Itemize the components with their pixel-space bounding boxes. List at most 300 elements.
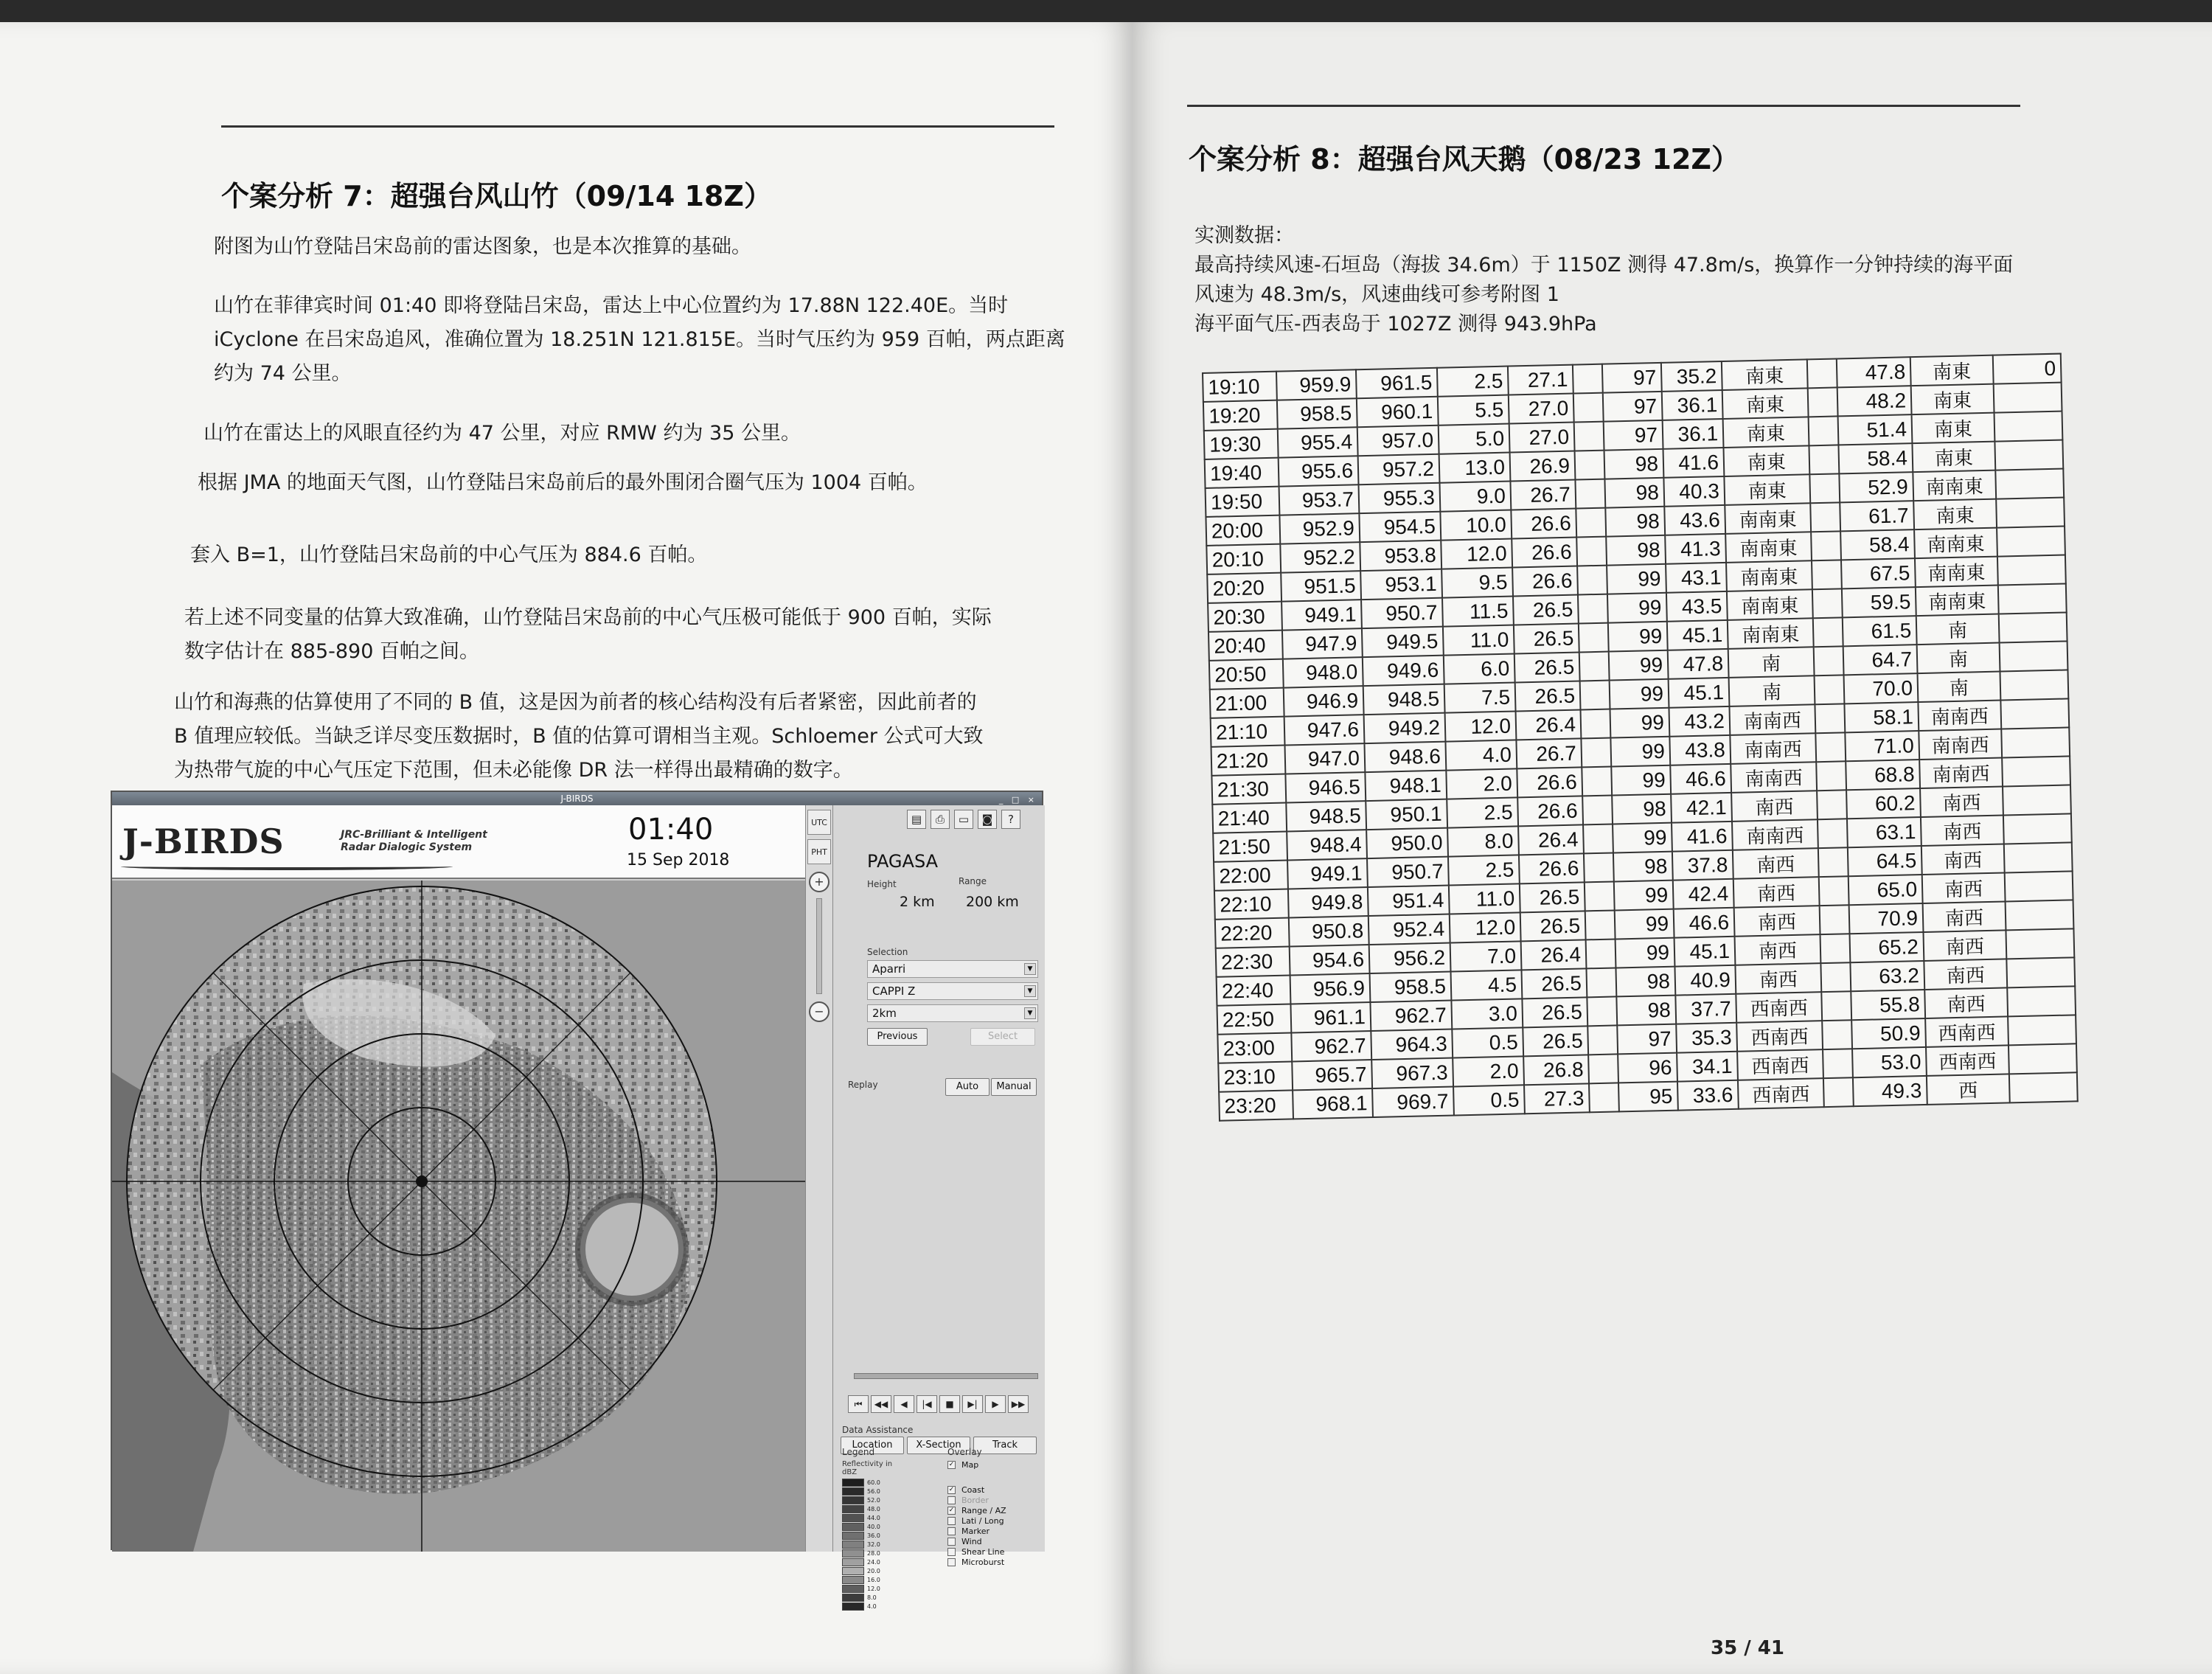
unchecked-checkbox-icon[interactable] [947, 1517, 956, 1525]
track-button[interactable]: Track [973, 1437, 1037, 1454]
table-cell-empty [1815, 732, 1846, 762]
table-cell: 956.9 [1290, 973, 1371, 1004]
altitude-select[interactable] [867, 1004, 1038, 1022]
text-line: 数字估计在 885-890 百帕之间。 [184, 640, 479, 663]
table-cell-empty [1587, 1025, 1618, 1055]
unchecked-checkbox-icon[interactable] [947, 1527, 956, 1535]
table-cell: 22:50 [1217, 1004, 1291, 1034]
table-cell: 955.3 [1359, 483, 1441, 513]
table-cell: 12.0 [1445, 711, 1517, 741]
table-cell: 南南東 [1725, 532, 1812, 563]
table-cell: 2.5 [1437, 367, 1509, 397]
table-cell: 22:30 [1216, 947, 1290, 977]
overlay-label: Lati / Long [961, 1516, 1004, 1526]
print-icon[interactable]: ⎙ [931, 810, 950, 829]
unchecked-checkbox-icon[interactable] [947, 1538, 956, 1546]
table-cell: 949.1 [1287, 858, 1368, 889]
checked-checkbox-icon[interactable]: ✓ [948, 1507, 955, 1514]
text-line: 套入 B=1，山竹登陆吕宋岛前的中心气压为 884.6 百帕。 [190, 543, 708, 566]
paragraph-eye [204, 417, 801, 451]
table-cell: 41.6 [1672, 822, 1733, 852]
table-cell: 42.1 [1671, 793, 1732, 823]
text-line: 约为 74 公里。 [214, 362, 352, 385]
table-cell: 957.2 [1358, 454, 1440, 485]
table-cell: 99 [1610, 679, 1669, 709]
table-cell: 99 [1611, 765, 1671, 796]
legend-swatch [842, 1594, 864, 1602]
range-label: Range [959, 876, 987, 886]
table-cell: 98 [1613, 852, 1673, 882]
manual-button[interactable]: Manual [991, 1078, 1037, 1096]
table-cell-empty [1580, 681, 1610, 710]
legend-value: 36.0 [867, 1532, 880, 1539]
folder-icon[interactable]: ▭ [954, 810, 973, 829]
legend-value: 12.0 [867, 1585, 880, 1592]
table-cell [2004, 842, 2073, 872]
table-cell: 20:20 [1207, 573, 1281, 603]
table-cell-empty [1821, 991, 1851, 1021]
table-cell: 946.5 [1285, 772, 1366, 802]
overlay-toggle-shear-line[interactable] [947, 1547, 1004, 1557]
table-cell: 南南西 [1730, 733, 1816, 764]
playback-controls [848, 1395, 1029, 1413]
table-cell: 26.6 [1519, 853, 1585, 883]
play-icon[interactable]: ▶ [985, 1395, 1006, 1413]
table-cell-empty [1579, 623, 1609, 653]
table-cell: 954.5 [1359, 512, 1441, 542]
overlay-toggle-wind[interactable] [947, 1537, 982, 1546]
case-8-title: 个案分析 8：超强台风天鹅（08/23 12Z） [1189, 143, 1739, 176]
table-cell: 51.4 [1838, 414, 1913, 445]
table-cell: 南西 [1924, 959, 2007, 990]
table-cell: 43.6 [1664, 505, 1725, 535]
overlay-toggle-range-az[interactable] [947, 1506, 1006, 1515]
table-cell [1999, 612, 2067, 642]
radar-window-titlebar [112, 792, 1042, 805]
table-cell-empty [1812, 588, 1843, 618]
chevron-down-icon: ▼ [1024, 963, 1036, 975]
radar-header [112, 805, 805, 879]
table-cell-empty [1586, 939, 1616, 968]
table-cell: 965.7 [1292, 1060, 1372, 1090]
table-cell: 21:20 [1211, 746, 1286, 776]
product-select[interactable] [867, 982, 1038, 1000]
table-cell: 45.1 [1669, 678, 1730, 708]
table-cell: 南東 [1722, 359, 1808, 390]
table-cell: 南西 [1923, 930, 2006, 961]
j-birds-logo: J-BIRDS [122, 822, 285, 861]
table-cell-empty [1822, 1020, 1852, 1049]
table-cell: 65.2 [1849, 932, 1924, 962]
auto-button[interactable]: Auto [945, 1078, 990, 1096]
overlay-toggle-border[interactable] [947, 1496, 989, 1505]
table-cell: 27.3 [1524, 1083, 1590, 1114]
table-cell: 949.5 [1362, 627, 1444, 657]
table-cell: 西南西 [1736, 1021, 1823, 1052]
table-cell: 953.1 [1360, 569, 1442, 600]
table-cell: 南西 [1735, 934, 1821, 965]
table-cell: 58.4 [1838, 443, 1913, 473]
table-cell: 58.1 [1844, 702, 1919, 732]
table-cell: 26.5 [1520, 882, 1585, 912]
table-cell-empty [1816, 761, 1846, 791]
table-cell: 95 [1618, 1082, 1678, 1112]
table-cell: 64.5 [1848, 846, 1922, 876]
table-cell: 南南西 [1919, 758, 2003, 789]
table-cell: 南南西 [1731, 762, 1817, 793]
text-line: 山竹在雷达上的风眼直径约为 47 公里，对应 RMW 约为 35 公里。 [204, 422, 801, 445]
table-cell: 99 [1609, 650, 1669, 681]
table-cell: 49.3 [1853, 1076, 1927, 1106]
table-cell: 949.1 [1281, 600, 1362, 630]
table-cell: 99 [1608, 622, 1668, 652]
station-name: PAGASA [867, 851, 939, 872]
table-cell: 南南西 [1729, 704, 1815, 735]
table-cell-empty [1808, 387, 1838, 417]
table-cell: 959.9 [1276, 369, 1357, 400]
legend-value: 40.0 [867, 1523, 880, 1530]
table-cell: 61.7 [1840, 501, 1914, 531]
unchecked-checkbox-icon[interactable] [947, 1496, 956, 1504]
table-cell: 南西 [1734, 906, 1820, 937]
table-cell-empty [1573, 393, 1604, 423]
table-cell: 36.1 [1662, 390, 1723, 420]
text-line: 附图为山竹登陆吕宋岛前的雷达图象，也是本次推算的基础。 [214, 235, 751, 258]
table-cell: 26.8 [1523, 1055, 1589, 1085]
right-page [1132, 22, 2212, 1674]
table-cell: 952.4 [1368, 914, 1450, 945]
table-cell-empty [1583, 824, 1613, 854]
radar-time: 01:40 [628, 813, 714, 847]
table-cell: 99 [1610, 708, 1670, 738]
legend-value: 8.0 [867, 1594, 877, 1601]
table-cell: 65.0 [1848, 875, 1923, 905]
table-cell: 南西 [1731, 791, 1818, 822]
table-cell: 954.6 [1290, 945, 1370, 975]
legend-entry [842, 1566, 880, 1575]
pht-toggle[interactable]: PHT [807, 839, 831, 864]
table-cell: 20:40 [1208, 631, 1283, 661]
table-cell: 南 [1917, 643, 2000, 674]
table-cell: 2.0 [1446, 768, 1517, 799]
overlay-toggle-marker[interactable] [947, 1527, 990, 1536]
table-cell: 949.6 [1363, 656, 1444, 686]
table-cell: 946.9 [1284, 686, 1364, 716]
table-cell: 19:40 [1205, 458, 1279, 488]
table-cell: 43.2 [1669, 706, 1730, 737]
table-cell-empty [1810, 502, 1840, 532]
table-cell: 南南西 [1918, 701, 2001, 732]
checked-checkbox-icon[interactable]: ✓ [948, 1461, 955, 1468]
table-cell: 4.5 [1451, 970, 1523, 1000]
table-cell: 11.0 [1449, 883, 1520, 914]
table-cell: 南南東 [1915, 557, 1998, 588]
table-cell: 0 [1993, 354, 2062, 384]
table-cell: 南東 [1723, 445, 1809, 476]
table-cell: 11.0 [1443, 625, 1514, 655]
table-cell: 948.0 [1283, 657, 1363, 687]
table-cell: 12.0 [1441, 539, 1512, 569]
help-icon[interactable]: ? [1001, 810, 1020, 829]
legend-entry [842, 1602, 880, 1611]
table-cell: 43.1 [1666, 563, 1727, 593]
table-cell-empty [1576, 508, 1606, 538]
save-icon[interactable]: ▤ [907, 810, 926, 829]
table-cell-empty [1581, 738, 1611, 768]
table-cell: 23:20 [1219, 1090, 1293, 1120]
legend-value: 16.0 [867, 1576, 880, 1583]
height-value[interactable]: 2 km [900, 894, 935, 910]
table-cell: 23:00 [1217, 1032, 1292, 1063]
table-cell-empty [1588, 1054, 1618, 1083]
logo-subtitle-line-1: JRC-Brilliant & Intelligent [341, 829, 487, 841]
location-button[interactable]: Location [841, 1437, 904, 1454]
table-cell: 21:30 [1211, 774, 1286, 805]
table-cell: 45.1 [1667, 620, 1728, 650]
table-cell: 58.4 [1840, 529, 1915, 560]
range-value[interactable]: 200 km [966, 894, 1019, 910]
table-cell: 12.0 [1450, 912, 1521, 942]
table-cell: 952.9 [1279, 513, 1360, 543]
legend-value: 28.0 [867, 1549, 880, 1557]
table-cell: 99 [1615, 909, 1674, 940]
text-line: 为热带气旋的中心气压定下范围，但未必能像 DR 法一样得出最精确的数字。 [174, 759, 853, 782]
table-cell: 26.6 [1517, 767, 1582, 797]
utc-toggle[interactable]: UTC [807, 810, 831, 835]
paragraph-jma [198, 466, 928, 500]
table-cell: 968.1 [1293, 1088, 1373, 1119]
previous-button[interactable]: Previous [867, 1028, 928, 1046]
table-cell: 97 [1603, 392, 1663, 422]
table-cell: 21:10 [1211, 717, 1285, 747]
zoom-out-icon[interactable]: − [809, 1001, 830, 1022]
table-cell [1996, 498, 2065, 528]
table-cell: 26.6 [1511, 509, 1576, 539]
overlay-toggle-lati-long[interactable] [947, 1516, 1004, 1526]
table-cell: 南南東 [1916, 586, 1999, 617]
unchecked-checkbox-icon[interactable] [947, 1548, 956, 1556]
table-cell: 3.0 [1451, 999, 1523, 1029]
legend-unit-line-2: dBZ [842, 1468, 858, 1476]
zoom-in-icon[interactable]: + [809, 872, 830, 892]
table-cell: 35.3 [1676, 1023, 1737, 1053]
table-cell [2000, 641, 2068, 671]
table-cell [1997, 527, 2065, 557]
table-cell [1994, 440, 2063, 470]
camera-icon[interactable]: ◙ [978, 810, 997, 829]
table-cell: 953.8 [1360, 541, 1441, 571]
zoom-slider[interactable] [816, 898, 822, 994]
legend-swatch [842, 1585, 864, 1593]
selected-site: Aparri [872, 962, 906, 976]
overlay-label: Border [961, 1496, 989, 1505]
table-cell: 98 [1605, 507, 1665, 537]
skip-start-icon[interactable]: ⏮ [848, 1395, 869, 1413]
legend-value: 24.0 [867, 1558, 880, 1566]
table-cell: 99 [1614, 881, 1674, 911]
table-cell: 南西 [1733, 848, 1819, 879]
x-section-button[interactable]: X-Section [907, 1437, 970, 1454]
table-cell: 961.1 [1290, 1002, 1371, 1032]
table-cell: 33.6 [1677, 1080, 1739, 1111]
table-cell: 南 [1728, 647, 1815, 678]
logo-swoosh-icon [121, 863, 453, 870]
table-cell: 26.4 [1521, 940, 1587, 970]
legend-entry [842, 1575, 880, 1584]
table-cell: 27.0 [1509, 423, 1575, 453]
table-cell-empty [1587, 996, 1617, 1026]
table-cell: 26.7 [1510, 480, 1576, 510]
table-cell-empty [1813, 617, 1843, 647]
table-cell: 26.4 [1516, 709, 1582, 740]
table-cell: 60.2 [1846, 788, 1921, 819]
table-cell: 南東 [1722, 388, 1809, 419]
table-cell-empty [1582, 767, 1612, 796]
next-frame-icon[interactable]: ▶| [962, 1395, 983, 1413]
table-cell: 947.6 [1284, 715, 1365, 745]
table-cell: 64.7 [1843, 645, 1918, 675]
table-cell: 南東 [1912, 413, 1995, 444]
replay-slider[interactable] [854, 1373, 1038, 1379]
table-cell: 950.7 [1367, 857, 1449, 887]
table-cell-empty [1823, 1077, 1854, 1107]
window-controls: _ □ × [998, 795, 1037, 805]
table-cell-empty [1575, 479, 1605, 509]
table-cell: 26.6 [1512, 566, 1578, 597]
overlay-label: Map [961, 1460, 979, 1470]
table-cell [2006, 900, 2074, 930]
legend-entry [842, 1593, 880, 1602]
table-cell: 37.7 [1675, 994, 1736, 1024]
table-cell: 南西 [1921, 844, 2005, 875]
paragraph-b1 [190, 538, 707, 572]
overlay-toggle-microburst[interactable] [947, 1557, 1004, 1567]
table-cell: 97 [1602, 363, 1662, 393]
legend-swatch [842, 1602, 864, 1611]
radar-site-select[interactable] [867, 960, 1038, 978]
table-cell-empty [1820, 934, 1851, 963]
table-cell: 西南西 [1926, 1045, 2009, 1076]
table-cell-empty [1814, 646, 1844, 675]
text-line: 山竹和海燕的估算使用了不同的 B 值，这是因为前者的核心结构没有后者紧密，因此前者的 [174, 691, 977, 714]
table-cell: 西南西 [1737, 1049, 1823, 1080]
fast-forward-icon[interactable]: ▶▶ [1008, 1395, 1029, 1413]
legend-swatch [842, 1558, 864, 1566]
table-cell: 958.5 [1277, 398, 1357, 428]
table-cell: 26.5 [1523, 1026, 1588, 1056]
legend-swatch [842, 1567, 864, 1575]
table-cell: 19:50 [1206, 487, 1280, 517]
table-cell: 20:30 [1208, 602, 1282, 632]
stop-icon[interactable]: ■ [939, 1395, 960, 1413]
table-cell-empty [1812, 560, 1842, 589]
table-cell: 9.0 [1439, 482, 1511, 512]
table-cell: 19:20 [1203, 400, 1278, 431]
text-line: B 值理应较低。当缺乏详尽变压数据时，B 值的估算可谓相当主观。Schloemer 公式可大致 [174, 725, 984, 748]
table-cell-empty [1577, 566, 1607, 595]
table-cell [2002, 756, 2070, 786]
text-line: 最高持续风速-石垣岛（海拔 34.6m）于 1150Z 测得 47.8m/s，换算作一分钟持续的海平面 [1194, 254, 2014, 277]
table-cell: 26.5 [1520, 911, 1586, 941]
table-cell-empty [1582, 796, 1613, 825]
table-cell-empty [1807, 358, 1837, 388]
checked-checkbox-icon[interactable]: ✓ [948, 1486, 955, 1493]
table-cell: 南 [1916, 614, 2000, 645]
legend-entry [842, 1584, 880, 1593]
table-cell: 南東 [1911, 384, 1994, 415]
table-cell-empty [1575, 451, 1605, 480]
select-button[interactable]: Select [970, 1028, 1035, 1046]
prev-frame-icon[interactable]: |◀ [917, 1395, 937, 1413]
table-cell-empty [1820, 962, 1851, 992]
table-cell: 964.3 [1371, 1029, 1453, 1060]
table-cell: 南 [1729, 675, 1815, 706]
table-cell [2001, 727, 2070, 757]
table-cell-empty [1581, 709, 1611, 739]
table-cell: 2.5 [1447, 797, 1518, 827]
overlay-toggle-coast[interactable] [947, 1485, 984, 1495]
table-cell: 西南西 [1736, 992, 1822, 1023]
table-cell: 46.6 [1670, 764, 1731, 794]
table-cell: 南東 [1912, 442, 1995, 473]
table-cell: 南南東 [1726, 560, 1812, 591]
legend-value: 56.0 [867, 1487, 880, 1495]
table-cell: 5.0 [1439, 424, 1510, 454]
table-cell: 0.5 [1453, 1085, 1525, 1115]
table-cell: 4.0 [1445, 740, 1517, 770]
paragraph-position [214, 289, 1065, 391]
table-cell: 26.6 [1517, 796, 1583, 826]
table-cell: 9.5 [1441, 568, 1513, 598]
table-cell-empty [1585, 881, 1615, 911]
rewind-icon[interactable]: ◀◀ [871, 1395, 891, 1413]
overlay-toggle-map[interactable] [947, 1460, 978, 1470]
table-cell: 98 [1616, 996, 1676, 1026]
table-cell: 南西 [1923, 901, 2006, 932]
table-cell: 22:20 [1215, 918, 1290, 948]
radar-screenshot [111, 791, 1043, 1610]
table-cell: 953.7 [1279, 485, 1360, 515]
step-back-icon[interactable]: ◀ [894, 1395, 914, 1413]
table-cell: 948.4 [1287, 830, 1367, 860]
table-cell: 南西 [1922, 872, 2006, 903]
table-cell: 98 [1615, 967, 1675, 997]
table-cell-empty [1820, 905, 1850, 934]
table-cell-empty [1578, 594, 1608, 624]
table-cell: 19:30 [1204, 429, 1279, 459]
table-cell: 34.1 [1677, 1052, 1738, 1082]
overlay-label: Coast [961, 1485, 985, 1495]
legend-value: 4.0 [867, 1602, 877, 1610]
table-cell: 36.1 [1663, 419, 1724, 449]
table-cell-empty [1819, 876, 1849, 906]
table-cell [2009, 1072, 2078, 1102]
radar-reflectivity-map[interactable] [112, 881, 805, 1552]
table-cell: 55.8 [1851, 990, 1925, 1020]
selected-altitude: 2km [872, 1007, 897, 1020]
table-cell: 26.5 [1513, 595, 1579, 625]
table-cell: 27.1 [1508, 365, 1573, 395]
table-cell: 98 [1604, 449, 1664, 479]
table-cell: 37.8 [1672, 850, 1733, 881]
table-cell: 947.0 [1284, 743, 1365, 774]
table-cell: 南南東 [1727, 589, 1813, 620]
table-cell [2003, 785, 2071, 815]
table-cell: 43.5 [1666, 591, 1728, 622]
unchecked-checkbox-icon[interactable] [947, 1558, 956, 1566]
table-cell: 2.5 [1448, 855, 1520, 885]
logo-subtitle-line-2: Radar Dialogic System [341, 841, 473, 853]
